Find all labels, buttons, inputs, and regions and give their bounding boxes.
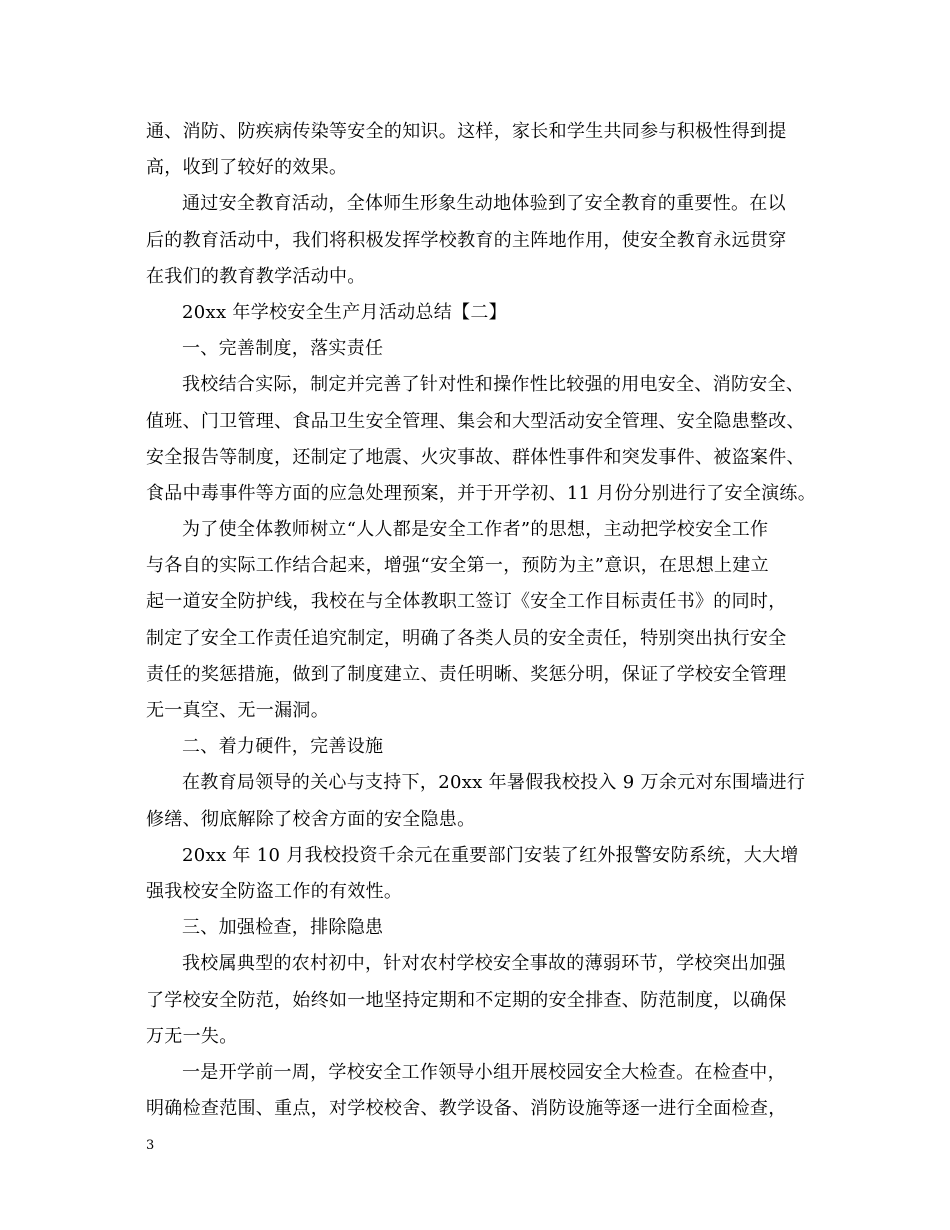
page-number: 3 [146,1138,155,1153]
text-line: 一是开学前一周，学校安全工作领导小组开展校园安全大检查。在检查中， [182,1061,786,1083]
text-line: 制定了安全工作责任追究制定，明确了各类人员的安全责任，特别突出执行安全 [146,627,787,649]
text-line: 了学校安全防范，始终如一地坚持定期和不定期的安全排查、防范制度，以确保 [146,989,787,1011]
text-line: 三、加强检查，排除隐患 [182,917,384,939]
document-body [146,114,817,1127]
text-line: 起一道安全防护线，我校在与全体教职工签订《安全工作目标责任书》的同时， [146,591,787,613]
text-line: 20xx 年 10 月我校投资千余元在重要部门安装了红外报警安防系统，大大增 [182,844,799,866]
text-line: 安全报告等制度，还制定了地震、火灾事故、群体性事件和突发事件、被盗案件、 [146,446,805,468]
text-line: 责任的奖惩措施，做到了制度建立、责任明晰、奖惩分明，保证了学校安全管理 [146,663,787,685]
text-line: 食品中毒事件等方面的应急处理预案，并于开学初、11 月份分别进行了安全演练。 [146,482,817,504]
text-line: 我校结合实际，制定并完善了针对性和操作性比较强的用电安全、消防安全、 [182,374,805,396]
text-line: 为了使全体教师树立“人人都是安全工作者”的思想，主动把学校安全工作 [182,519,769,541]
text-line: 高，收到了较好的效果。 [146,157,348,179]
text-line: 强我校安全防盗工作的有效性。 [146,880,403,902]
text-line: 在我们的教育教学活动中。 [146,265,366,287]
text-line: 无一真空、无一漏洞。 [146,700,329,721]
text-line: 值班、门卫管理、食品卫生安全管理、集会和大型活动安全管理、安全隐患整改、 [146,410,805,432]
text-line: 与各自的实际工作结合起来，增强“安全第一，预防为主”意识，在思想上建立 [146,555,769,577]
text-line: 我校属典型的农村初中，针对农村学校安全事故的薄弱环节，学校突出加强 [182,953,786,975]
text-line: 万无一失。 [146,1025,238,1047]
text-line: 通过安全教育活动，全体师生形象生动地体验到了安全教育的重要性。在以 [182,193,786,215]
text-line: 明确检查范围、重点，对学校校舍、教学设备、消防设施等逐一进行全面检查， [146,1098,787,1120]
text-line: 20xx 年学校安全生产月活动总结【二】 [182,301,507,323]
text-line: 在教育局领导的关心与支持下，20xx 年暑假我校投入 9 万余元对东围墙进行 [182,772,806,794]
text-line: 通、消防、防疾病传染等安全的知识。这样，家长和学生共同参与积极性得到提 [146,121,787,142]
text-line: 一、完善制度，落实责任 [182,338,384,360]
text-line: 修缮、彻底解除了校舍方面的安全隐患。 [146,808,476,830]
text-line: 后的教育活动中，我们将积极发挥学校教育的主阵地作用，使安全教育永远贯穿 [146,229,787,251]
text-line: 二、着力硬件，完善设施 [182,736,384,758]
